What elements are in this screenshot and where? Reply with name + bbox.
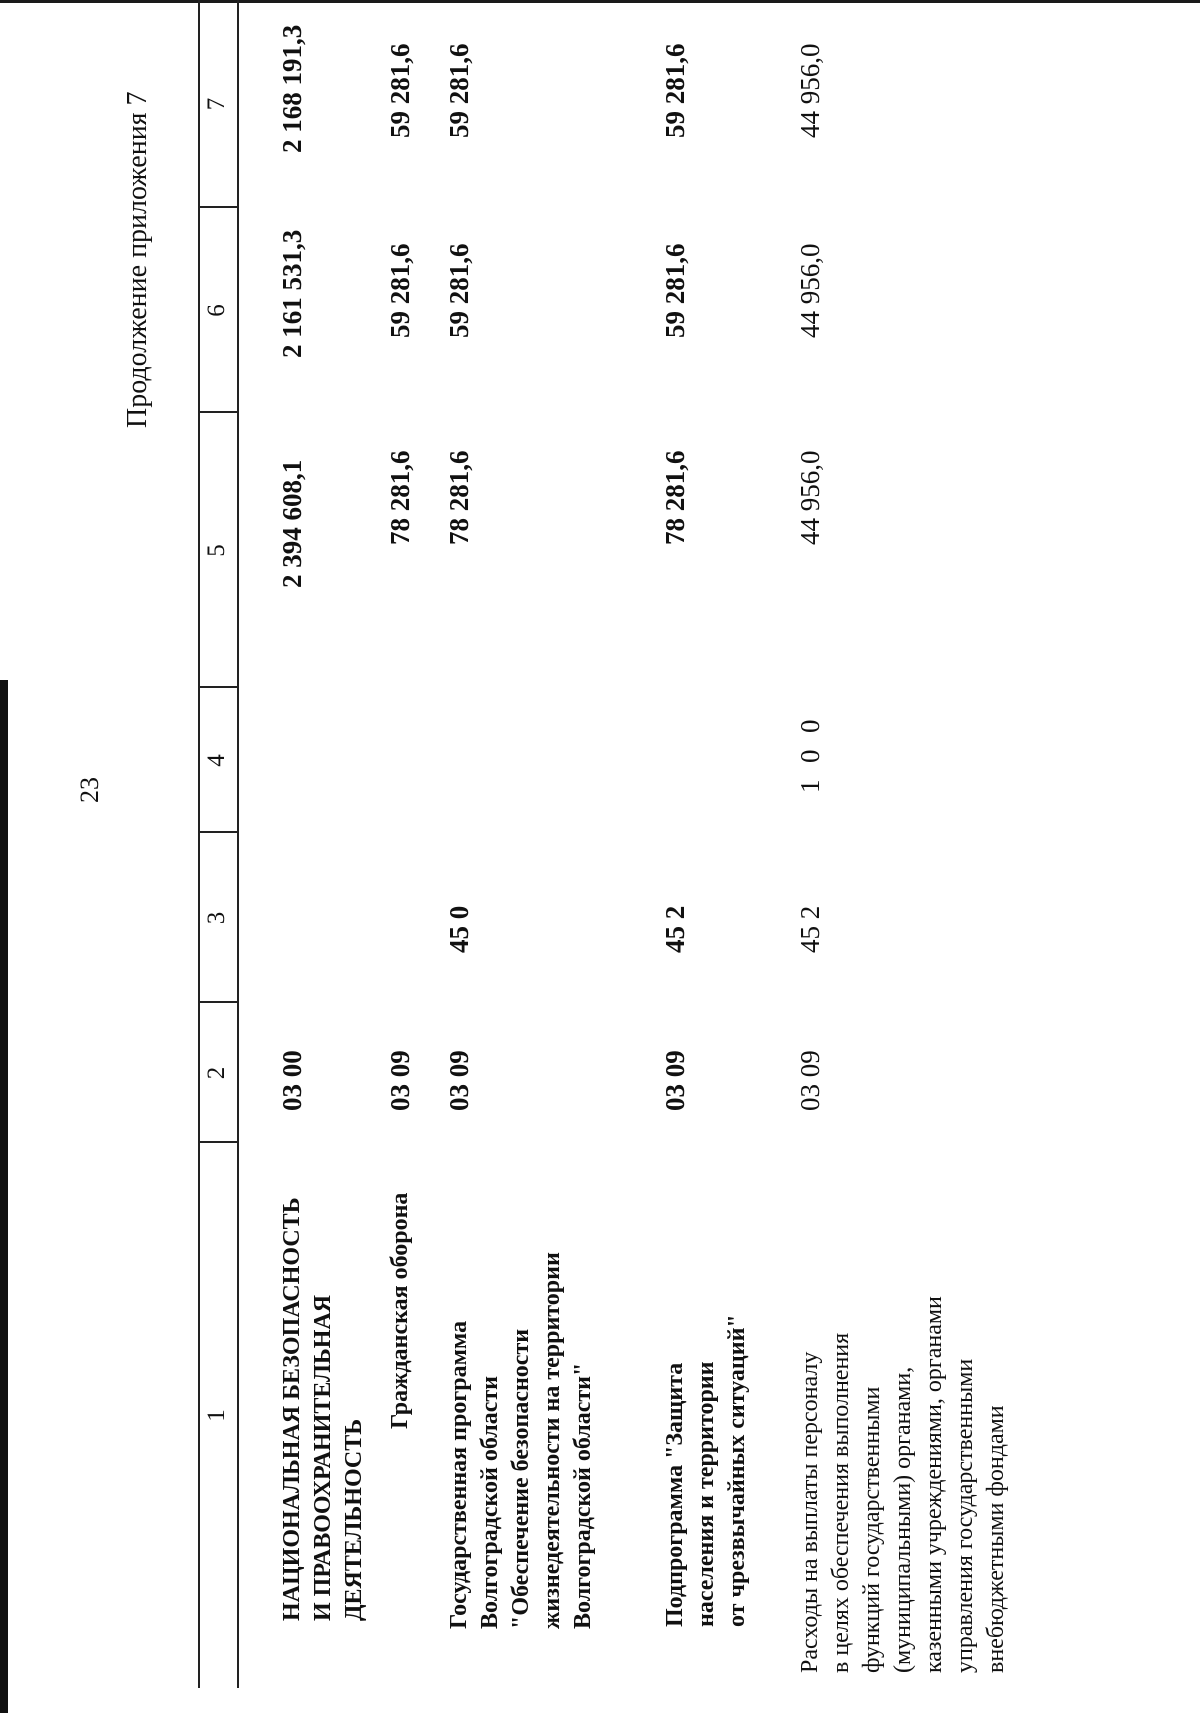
column-number-6: 6 bbox=[203, 304, 230, 317]
column-number-2: 2 bbox=[203, 1066, 230, 1080]
amount-col-6: 44 956,0 bbox=[795, 243, 825, 338]
target-code: 45 0 bbox=[444, 905, 474, 953]
continuation-note: Продолжение приложения 7 bbox=[122, 91, 153, 428]
row-name-line: Подпрограмма "Защита bbox=[662, 1362, 688, 1627]
column-number-3: 3 bbox=[203, 911, 230, 925]
row-name-line: Волгоградской области bbox=[477, 1376, 503, 1629]
row-name-line: ДЕЯТЕЛЬНОСТЬ bbox=[341, 1418, 367, 1621]
amount-col-7: 59 281,6 bbox=[385, 43, 415, 138]
amount-col-7: 44 956,0 bbox=[795, 43, 825, 138]
amount-col-5: 44 956,0 bbox=[795, 450, 825, 545]
amount-col-5: 2 394 608,1 bbox=[277, 459, 307, 588]
expense-type-code: 1 0 0 bbox=[795, 714, 825, 793]
amount-col-5: 78 281,6 bbox=[660, 450, 690, 545]
column-number-5: 5 bbox=[203, 544, 230, 557]
row-name-line: в целях обеспечения выполнения bbox=[828, 1332, 854, 1673]
row-name bbox=[277, 1197, 370, 1621]
row-name-line: жизнедеятельности на территории bbox=[539, 1252, 565, 1629]
amount-col-6: 2 161 531,3 bbox=[277, 229, 307, 358]
amount-col-6: 59 281,6 bbox=[385, 243, 415, 338]
section-code: 03 09 bbox=[444, 1050, 474, 1111]
row-name-line: населения и территории bbox=[693, 1361, 719, 1627]
row-name-line: НАЦИОНАЛЬНАЯ БЕЗОПАСНОСТЬ bbox=[279, 1197, 305, 1621]
row-name-line: функций государственными bbox=[859, 1386, 885, 1673]
amount-col-7: 59 281,6 bbox=[444, 43, 474, 138]
row-name-line: Государственная программа bbox=[446, 1320, 472, 1629]
column-number-4: 4 bbox=[203, 754, 230, 767]
column-number-7: 7 bbox=[203, 97, 230, 111]
column-number-1: 1 bbox=[203, 1409, 230, 1422]
target-code: 45 2 bbox=[660, 905, 690, 953]
row-name-line: Гражданская оборона bbox=[387, 1192, 413, 1429]
row-name-line: внебюджетными фондами bbox=[983, 1405, 1009, 1673]
row-name bbox=[660, 1314, 753, 1627]
row-name-line: (муниципальными) органами, bbox=[890, 1366, 916, 1673]
amount-col-7: 2 168 191,3 bbox=[277, 24, 307, 153]
amount-col-5: 78 281,6 bbox=[444, 450, 474, 545]
row-name-line: Волгоградской области" bbox=[570, 1362, 596, 1629]
row-name-line: "Обеспечение безопасности bbox=[508, 1328, 534, 1629]
row-name bbox=[444, 1252, 599, 1629]
page-number: 23 bbox=[75, 777, 104, 803]
row-name-line: от чрезвычайных ситуаций" bbox=[724, 1314, 750, 1627]
amount-col-5: 78 281,6 bbox=[385, 450, 415, 545]
row-name-line: Расходы на выплаты персоналу bbox=[797, 1351, 823, 1673]
amount-col-7: 59 281,6 bbox=[660, 43, 690, 138]
section-code: 03 09 bbox=[795, 1050, 825, 1111]
row-name-line: казенными учреждениями, органами bbox=[921, 1296, 947, 1673]
amount-col-6: 59 281,6 bbox=[660, 243, 690, 338]
section-code: 03 00 bbox=[277, 1050, 307, 1111]
row-name-line: управления государственными bbox=[952, 1358, 978, 1673]
header-bottom-border bbox=[237, 0, 239, 1688]
target-code: 45 2 bbox=[795, 905, 825, 953]
row-name-line: И ПРАВООХРАНИТЕЛЬНАЯ bbox=[310, 1294, 336, 1621]
header-top-border bbox=[198, 0, 200, 1688]
section-code: 03 09 bbox=[385, 1050, 415, 1111]
row-name bbox=[795, 1296, 1012, 1673]
amount-col-6: 59 281,6 bbox=[444, 243, 474, 338]
section-code: 03 09 bbox=[660, 1050, 690, 1111]
row-name bbox=[385, 1193, 416, 1429]
